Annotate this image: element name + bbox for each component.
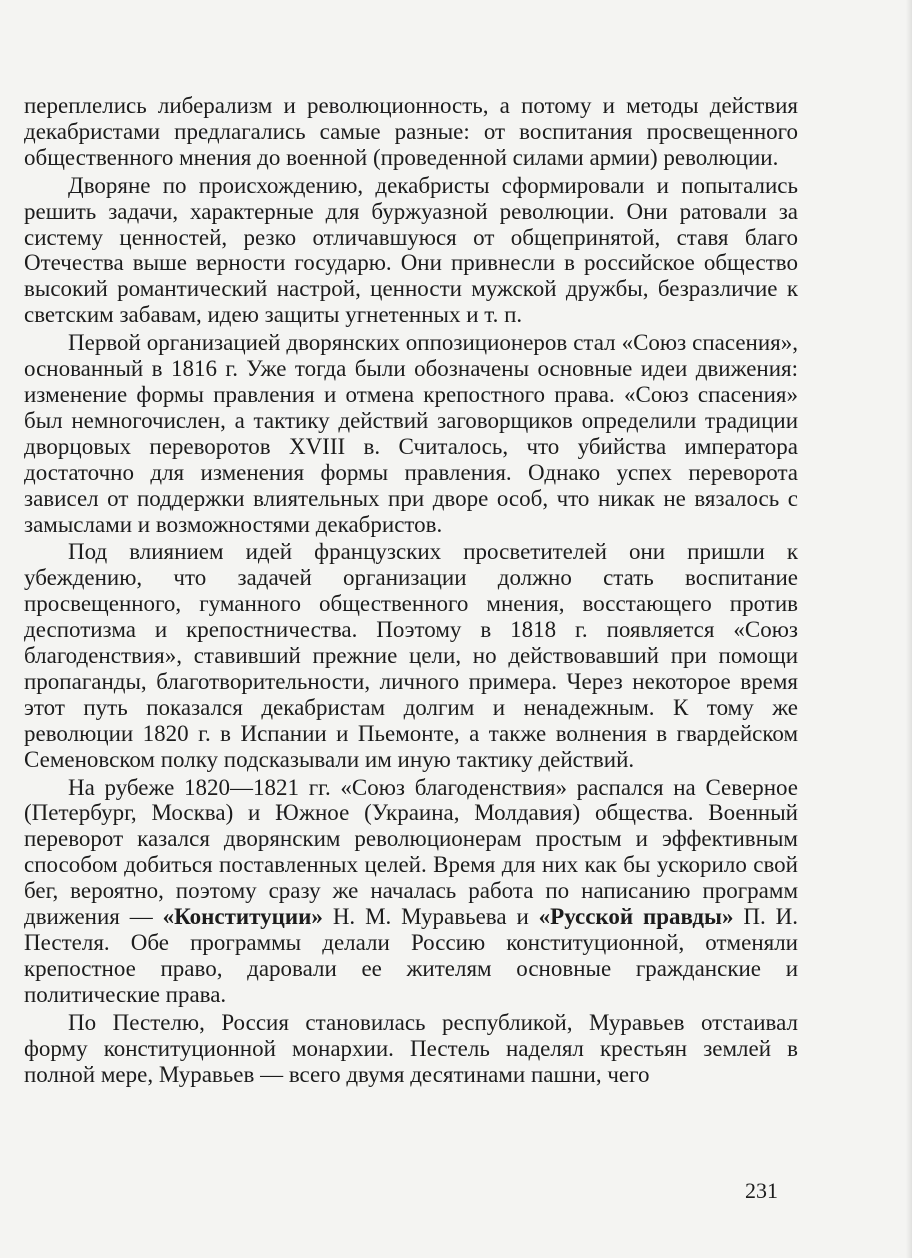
paragraph-5-text-1: На рубеже 1820—1821 гг. «Союз благоденствия» распался на Северное (Петербург, Москва) и Южное (Украина, Молдавия) общества. Военный переворот казался дворянским революционерам простым и эффективным способом добиться поставленных целей. Время для них как бы ускорило свой бег, вероятно, поэтому сразу же началась работа по написанию программ движения — [24, 774, 798, 930]
page-edge-shadow [906, 0, 912, 1258]
paragraph-6: По Пестелю, Россия становилась республикой, Муравьев отстаивал форму конституционной монархии. Пестель наделял крестьян землей в полной мере, Муравьев — всего двумя десятинами пашни, чего [24, 1009, 798, 1087]
russkaya-pravda-title: «Русской правды» [538, 904, 734, 930]
constitution-title: «Конституции» [162, 904, 323, 930]
page-number: 231 [745, 1178, 778, 1203]
paragraph-4: Под влиянием идей французских просветителей они пришли к убеждению, что задачей организации должно стать воспитание просвещенного, гуманного общественного мнения, восстающего против деспотизма и крепостничества. Поэтому в 1818 г. появляется «Союз благоденствия», ставивший прежние цели, но действовавший при помощи пропаганды, благотворительности, личного примера. Через некоторое время этот путь показался декабристам долгим и ненадежным. К тому же революции 1820 г. в Испании и Пьемонте, а также волнения в гвардейском Семеновском полку подсказывали им иную тактику действий. [24, 539, 798, 772]
paragraph-3: Первой организацией дворянских оппозиционеров стал «Союз спасения», основанный в 1816 г. Уже тогда были обозначены основные идеи движения: изменение формы правления и отмена крепостного права. «Союз спасения» был немногочислен, а тактику действий заговорщиков определили традиции дворцовых переворотов XVIII в. Считалось, что убийства императора достаточно для изменения формы правления. Однако успех переворота зависел от поддержки влиятельных при дворе особ, что никак не вязалось с замыслами и возможностями декабристов. [24, 330, 798, 537]
paragraph-1: переплелись либерализм и революционность, а потому и методы действия декабристами предлагались самые разные: от воспитания просвещенного общественного мнения до военной (проведенной силами армии) революции. [24, 93, 798, 170]
paragraph-5-text-3: П. И. Пестеля. Обе программы делали Россию конституционной, отменяли крепостное право, даровали ее жителям основные гражданские и политические права. [24, 904, 798, 1007]
paragraph-2: Дворяне по происхождению, декабристы сформировали и попытались решить задачи, характерные для буржуазной революции. Они ратовали за систему ценностей, резко отличавшуюся от общепринятой, ставя благо Отечества выше верности государю. Они привнесли в российское общество высокий романтический настрой, ценности мужской дружбы, безразличие к светским забавам, идею защиты угнетенных и т. п. [24, 172, 798, 328]
paragraph-5 [24, 775, 798, 1008]
paragraph-5-text-2: Н. М. Муравьева и [322, 904, 539, 930]
page-text [24, 93, 798, 1089]
